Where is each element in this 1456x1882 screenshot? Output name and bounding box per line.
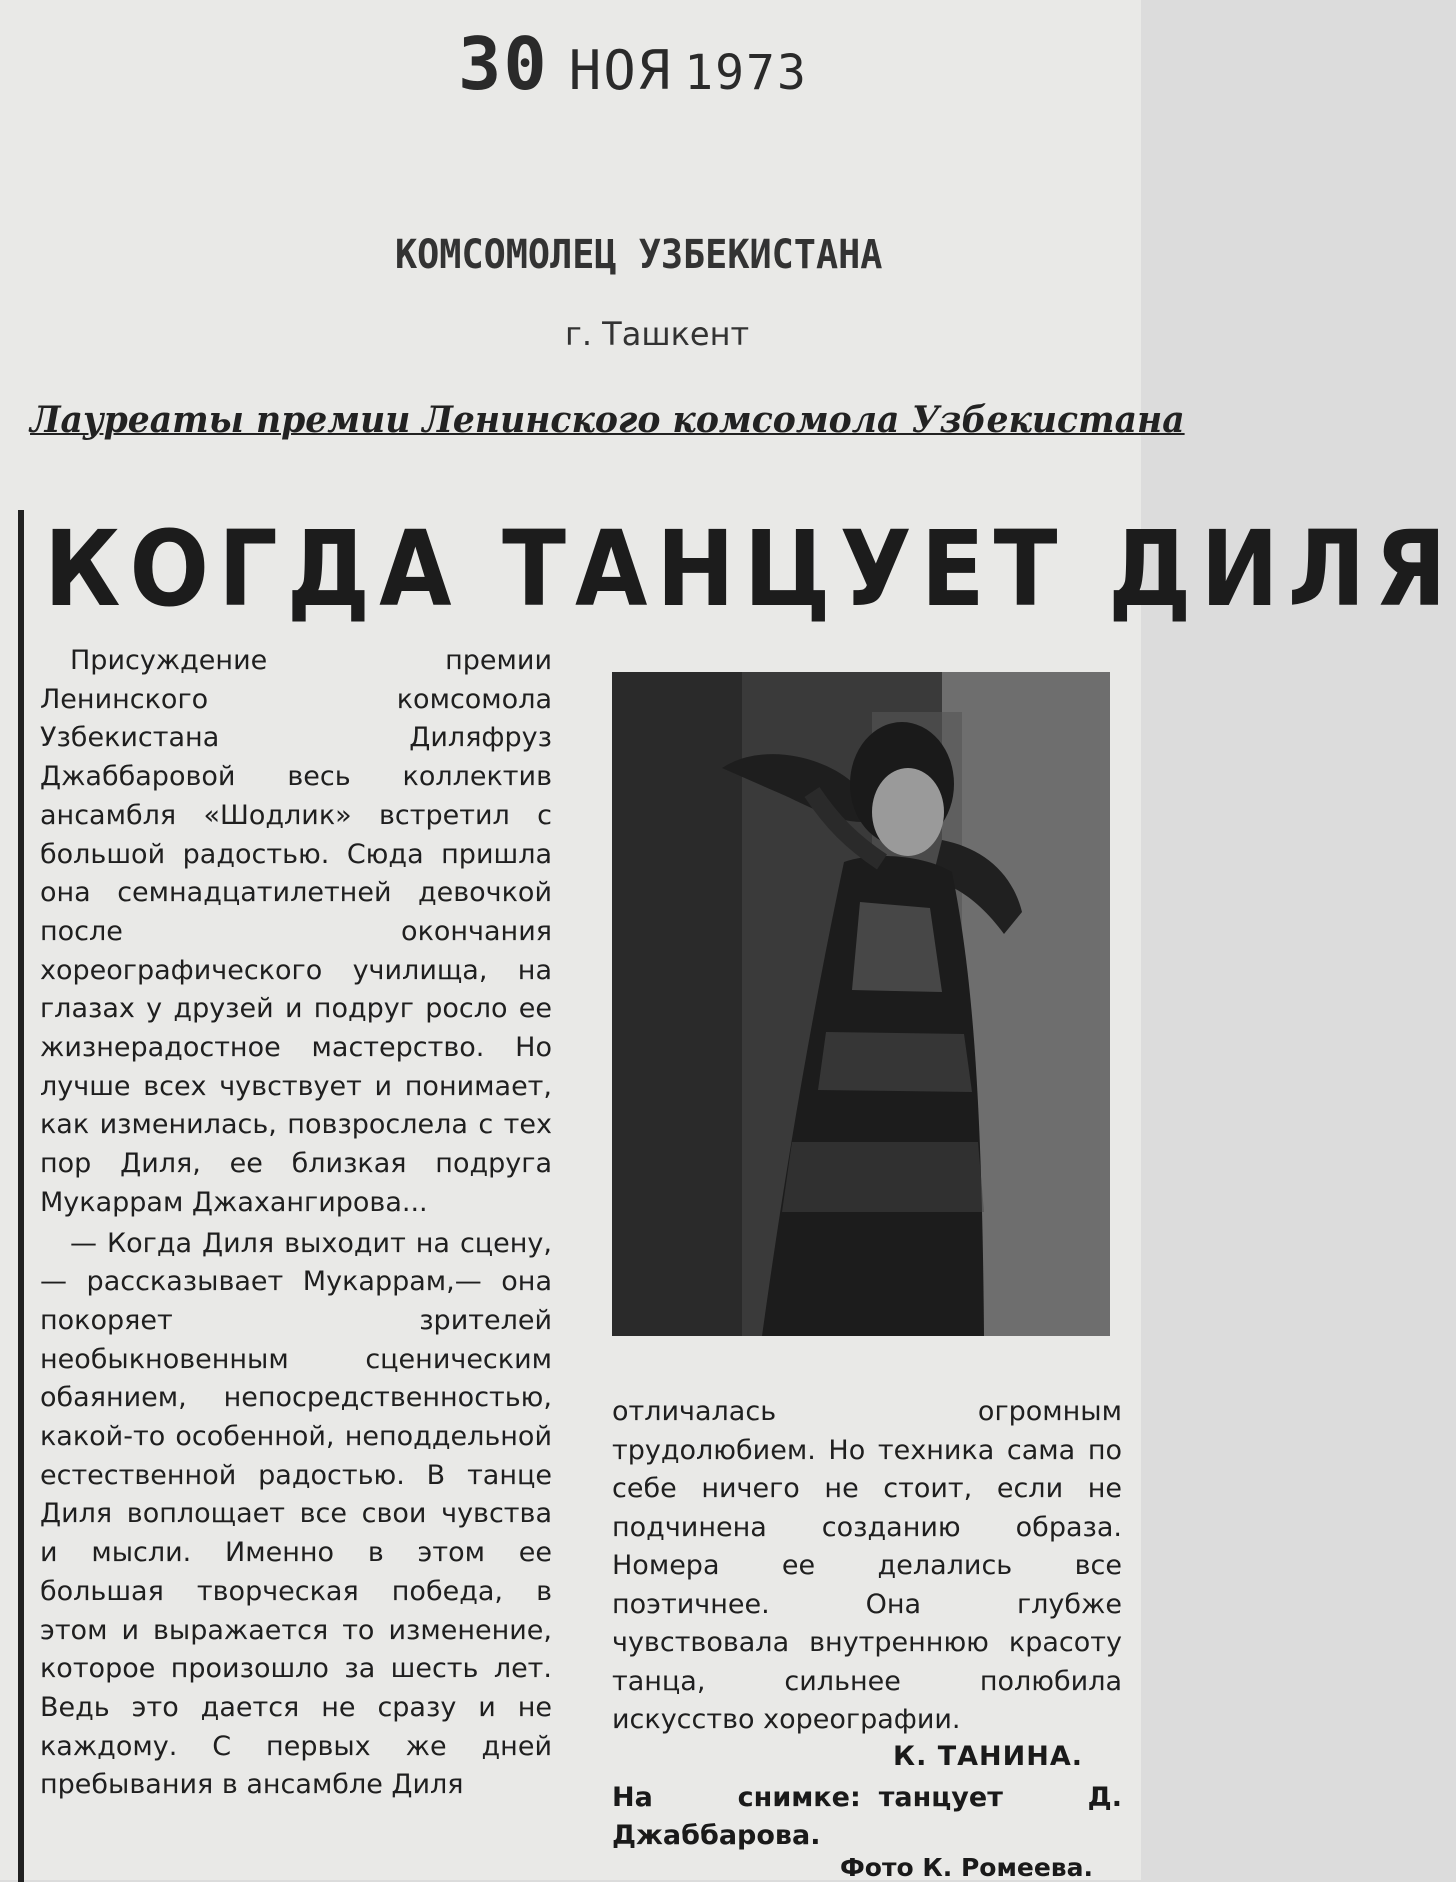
caption-label: На снимке: <box>612 1782 861 1813</box>
caption-text: танцует Д. Джаббарова. <box>612 1782 1122 1851</box>
article-paragraph-1: Присуждение премии Ленинского комсомола Узбекистана Диляфруз Джаббаровой весь коллектив ансамбля «Шодлик» встретил с большой радостью. Сюда пришла она семнадцатилетней девочкой после окончания хореографического училища, на глазах у друзей и подруг росло ее жизнерадостное мастерство. Но лучше всех чувствует и понимает, как изменилась, повзрослела с тех пор Диля, ее близкая подруга Мукаррам Джахангирова... <box>40 645 552 1218</box>
rubric-row <box>30 392 1185 448</box>
margin-rule <box>18 510 24 1882</box>
photo-credit: Фото К. Ромеева. <box>839 1853 1093 1882</box>
article-paragraph-3: отличалась огромным трудолюбием. Но техника сама по себе ничего не стоит, если не подчинена созданию образа. Номера ее делались все поэтичнее. Она глубже чувствовала внутреннюю красоту танца, сильнее полюбила искусство хореографии. <box>612 1396 1122 1735</box>
article-headline: КОГДА ТАНЦУЕТ ДИЛЯ <box>44 508 1456 630</box>
author-signature: К. ТАНИНА. <box>893 1741 1083 1772</box>
date-stamp <box>458 22 808 106</box>
rubric-heading: Лауреаты премии Ленинского комсомола Узбекистана <box>30 399 1185 441</box>
stamp-month: НОЯ <box>568 39 673 102</box>
newspaper-city: г. Ташкент <box>565 315 750 353</box>
stamp-year: 1973 <box>684 45 808 101</box>
article-paragraph-2: — Когда Диля выходит на сцену, — рассказывает Мукаррам,— она покоряет зрителей необыкновенным сценическим обаянием, непосредственностью, какой-то особенной, неподдельной естественной радостью. В танце Диля воплощает все свои чувства и мысли. Именно в этом ее большая творческая победа, в этом и выражается то изменение, которое произошло за шесть лет. Ведь это дается не сразу и не каждому. С первых же дней пребывания в ансамбле Диля <box>40 1227 552 1801</box>
dancer-illustration <box>612 672 1110 1336</box>
article-right-column <box>612 1393 1122 1740</box>
stamp-day: 30 <box>458 22 549 106</box>
article-left-column <box>40 642 552 1805</box>
photo-caption <box>612 1779 1122 1855</box>
dancer-photo <box>612 672 1110 1336</box>
newspaper-name: КОМСОМОЛЕЦ УЗБЕКИСТАНА <box>395 232 883 278</box>
